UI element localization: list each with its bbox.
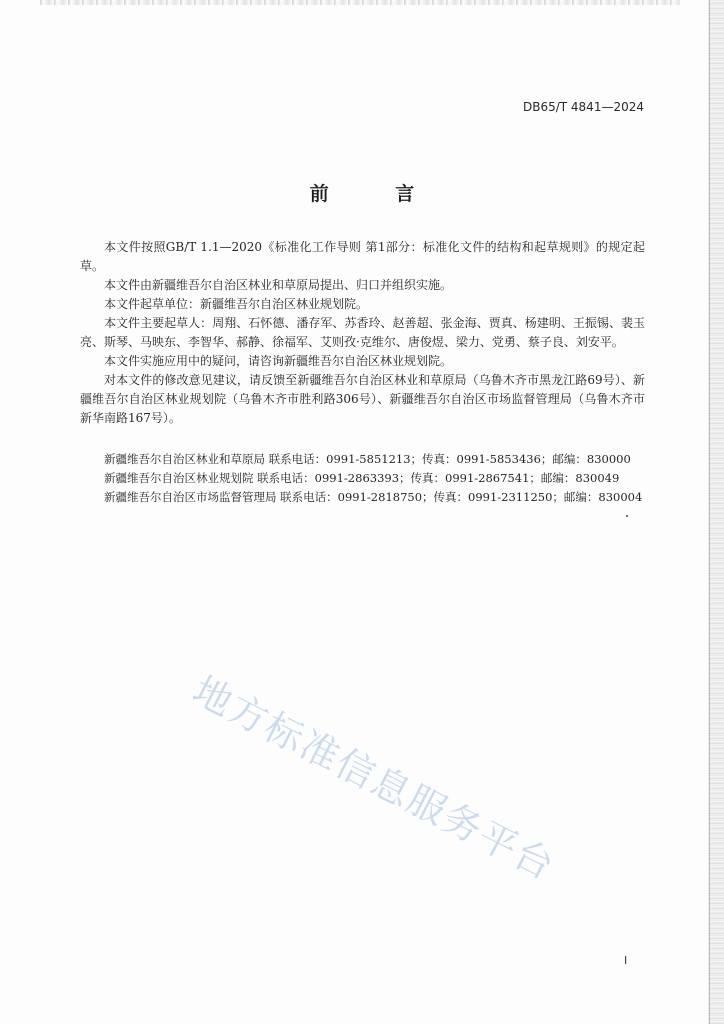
contact-line-planning-institute: 新疆维吾尔自治区林业规划院 联系电话：0991-2863393；传真：0991-2867541；邮编：830049 <box>104 471 620 485</box>
watermark: 地方标准信息服务平台 <box>185 668 563 889</box>
contact-list <box>104 450 674 507</box>
paragraph-drafting-rules: 本文件按照GB/T 1.1—2020《标准化工作导则 第1部分：标准化文件的结构和起草规则》的规定起草。 <box>80 240 645 273</box>
scan-artifact-edge <box>708 0 724 1024</box>
page-number: I <box>624 954 628 967</box>
foreword-body <box>80 238 645 428</box>
page-title: 前 言 <box>309 183 445 205</box>
paragraph-drafters: 本文件主要起草人：周翔、石怀德、潘存军、苏香玲、赵善超、张金海、贾真、杨建明、王振锡、裴玉亮、斯琴、马映东、李智华、郝静、徐福军、艾则孜·克维尔、唐俊煜、梁力、党勇、蔡子良、刘安平。 <box>80 316 645 349</box>
scan-speck <box>626 515 628 517</box>
scan-artifact-top <box>40 0 680 5</box>
paragraph-inquiries: 本文件实施应用中的疑问，请咨询新疆维吾尔自治区林业规划院。 <box>104 354 453 368</box>
paragraph-feedback: 对本文件的修改意见建议，请反馈至新疆维吾尔自治区林业和草原局（乌鲁木齐市黑龙江路69号）、新疆维吾尔自治区林业规划院（乌鲁木齐市胜利路306号）、新疆维吾尔自治区市场监督管理局（乌鲁木齐市新华南路167号）。 <box>80 373 645 425</box>
paragraph-proposer: 本文件由新疆维吾尔自治区林业和草原局提出、归口并组织实施。 <box>104 278 453 292</box>
document-code: DB65/T 4841—2024 <box>522 100 644 114</box>
contact-line-market-supervision: 新疆维吾尔自治区市场监督管理局 联系电话：0991-2818750；传真：0991-2311250；邮编：830004 <box>104 490 643 504</box>
scan-edge-line <box>709 0 710 1024</box>
contact-line-forestry-bureau: 新疆维吾尔自治区林业和草原局 联系电话：0991-5851213；传真：0991-5853436；邮编：830000 <box>104 452 631 466</box>
paragraph-drafting-unit: 本文件起草单位：新疆维吾尔自治区林业规划院。 <box>104 297 369 311</box>
